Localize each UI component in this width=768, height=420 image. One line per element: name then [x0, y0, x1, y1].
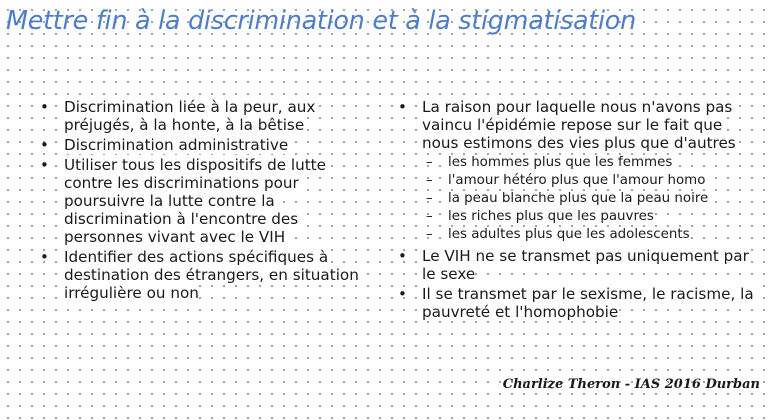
- bullet-icon: •: [40, 136, 49, 154]
- bullet-item: [40, 136, 370, 154]
- bullet-item: [398, 98, 756, 244]
- sub-item: [422, 190, 756, 208]
- bullet-icon: •: [398, 247, 407, 265]
- bullet-text: Il se transmet par le sexisme, le racisme, la pauvreté et l'homophobie: [422, 285, 754, 321]
- bullet-text: Discrimination liée à la peur, aux préjugés, à la honte, à la bêtise: [64, 98, 316, 134]
- bullet-icon: •: [40, 248, 49, 266]
- bullet-item: [40, 248, 370, 302]
- sub-item-text: l'amour hétéro plus que l'amour homo: [448, 173, 706, 188]
- sub-item-text: les riches plus que les pauvres: [448, 209, 654, 224]
- left-bullet-list: [40, 98, 370, 302]
- right-bullet-list: [398, 98, 756, 321]
- sub-item: [422, 208, 756, 226]
- bullet-text: Le VIH ne se transmet pas uniquement par le sexe: [422, 247, 749, 283]
- left-column: [40, 98, 370, 304]
- dash-icon: –: [426, 227, 433, 242]
- dash-icon: –: [426, 155, 433, 170]
- sub-item-text: les adultes plus que les adolescents: [448, 227, 690, 242]
- bullet-text: Identifier des actions spécifiques à destination des étrangers, en situation irrégulière ou non: [64, 248, 359, 302]
- bullet-item: [398, 247, 756, 283]
- bullet-icon: •: [40, 156, 49, 174]
- bullet-icon: •: [398, 285, 407, 303]
- slide-title: Mettre fin à la discrimination et à la stigmatisation: [6, 6, 636, 36]
- sub-item: [422, 226, 756, 244]
- bullet-item: [40, 98, 370, 134]
- bullet-icon: •: [40, 98, 49, 116]
- speaker-credit: Charlize Theron - IAS 2016 Durban: [502, 377, 760, 392]
- bullet-text: Discrimination administrative: [64, 136, 289, 154]
- sub-item-text: les hommes plus que les femmes: [448, 155, 673, 170]
- bullet-item: [40, 156, 370, 246]
- bullet-text: Utiliser tous les dispositifs de lutte contre les discriminations pour poursuivre la lutte contre la discrimination à l'encontre des personnes vivant avec le VIH: [64, 156, 326, 246]
- bullet-text: La raison pour laquelle nous n'avons pas vaincu l'épidémie repose sur le fait que nous estimons des vies plus que d'autres: [422, 98, 736, 152]
- right-column: [398, 98, 756, 323]
- bullet-item: [398, 285, 756, 321]
- sub-bullet-list: [422, 154, 756, 244]
- dash-icon: –: [426, 173, 433, 188]
- sub-item-text: la peau blanche plus que la peau noire: [448, 191, 709, 206]
- dash-icon: –: [426, 191, 433, 206]
- dash-icon: –: [426, 209, 433, 224]
- sub-item: [422, 172, 756, 190]
- bullet-icon: •: [398, 98, 407, 116]
- sub-item: [422, 154, 756, 172]
